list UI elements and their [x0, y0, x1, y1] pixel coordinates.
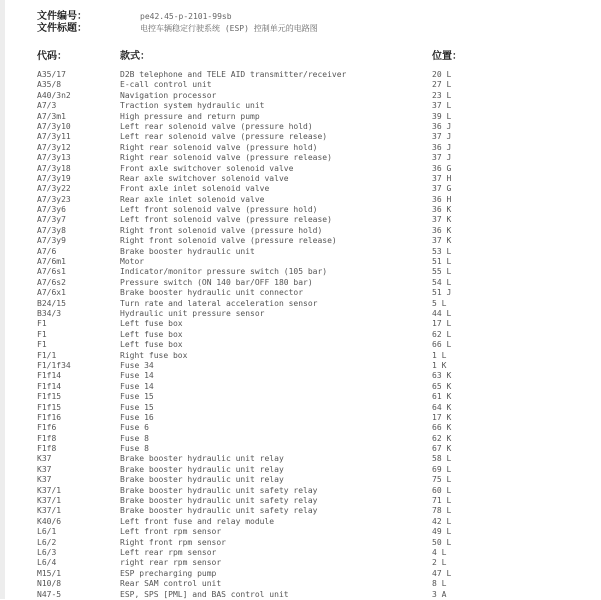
location-cell: 62 L — [432, 329, 452, 339]
table-row — [37, 153, 577, 163]
location-cell: 36 H — [432, 194, 452, 204]
description-cell: Brake booster hydraulic unit relay — [120, 464, 284, 474]
location-cell: 36 G — [432, 163, 452, 173]
column-header-code: 代码： — [37, 51, 67, 62]
table-row — [37, 351, 577, 361]
description-cell: Right front solenoid valve (pressure hold) — [120, 225, 323, 235]
description-cell: Navigation processor — [120, 90, 217, 100]
location-cell: 37 J — [432, 153, 452, 163]
location-cell: 17 L — [432, 319, 452, 329]
location-cell: 63 K — [432, 371, 452, 381]
description-cell: Left fuse box — [120, 340, 183, 350]
table-row — [37, 143, 577, 153]
code-cell: F1f8 — [37, 444, 57, 454]
location-cell: 39 L — [432, 111, 452, 121]
table-row — [37, 506, 577, 516]
description-cell: Pressure switch (ON 140 bar/OFF 180 bar) — [120, 277, 313, 287]
location-cell: 60 L — [432, 485, 452, 495]
code-cell: L6/1 — [37, 527, 57, 537]
table-row — [37, 548, 577, 558]
location-cell: 75 L — [432, 475, 452, 485]
location-cell: 37 G — [432, 184, 452, 194]
table-row — [37, 101, 577, 111]
code-cell: A7/3y22 — [37, 184, 71, 194]
table-row — [37, 257, 577, 267]
table-row — [37, 122, 577, 132]
code-cell: A7/3y9 — [37, 236, 66, 246]
table-row — [37, 330, 577, 340]
description-cell: Fuse 34 — [120, 360, 154, 370]
description-cell: Left front fuse and relay module — [120, 516, 275, 526]
location-cell: 50 L — [432, 537, 452, 547]
description-cell: Right front solenoid valve (pressure release) — [120, 236, 337, 246]
description-cell: Rear axle switchover solenoid valve — [120, 173, 289, 183]
location-cell: 37 H — [432, 173, 452, 183]
code-cell: N10/8 — [37, 579, 62, 589]
table-row — [37, 454, 577, 464]
code-cell: A7/3y23 — [37, 194, 71, 204]
code-cell: F1/1 — [37, 350, 57, 360]
description-cell: Brake booster hydraulic unit relay — [120, 454, 284, 464]
table-row — [37, 215, 577, 225]
code-cell: A7/3y13 — [37, 153, 71, 163]
table-row — [37, 579, 577, 589]
description-cell: High pressure and return pump — [120, 111, 260, 121]
code-cell: A7/3 — [37, 101, 57, 111]
code-cell: L6/3 — [37, 547, 57, 557]
location-cell: 1 K — [432, 360, 447, 370]
code-cell: A40/3n2 — [37, 90, 71, 100]
table-row — [37, 288, 577, 298]
description-cell: Right rear solenoid valve (pressure hold) — [120, 142, 318, 152]
description-cell: Traction system hydraulic unit — [120, 101, 265, 111]
description-cell: Front axle switchover solenoid valve — [120, 163, 294, 173]
description-cell: Fuse 15 — [120, 392, 154, 402]
table-row — [37, 80, 577, 90]
table-row — [37, 486, 577, 496]
location-cell: 44 L — [432, 308, 452, 318]
table-row — [37, 226, 577, 236]
location-cell: 36 K — [432, 205, 452, 215]
location-cell: 66 L — [432, 340, 452, 350]
location-cell: 17 K — [432, 412, 452, 422]
location-cell: 5 L — [432, 298, 447, 308]
table-row — [37, 538, 577, 548]
code-cell: A7/3y7 — [37, 215, 66, 225]
table-row — [37, 361, 577, 371]
description-cell: Turn rate and lateral acceleration sensor — [120, 298, 318, 308]
location-cell: 51 L — [432, 257, 452, 267]
description-cell: D2B telephone and TELE AID transmitter/receiver — [120, 70, 347, 79]
description-cell: Left rear solenoid valve (pressure release) — [120, 132, 328, 142]
table-row — [37, 205, 577, 215]
component-table — [37, 70, 577, 600]
description-cell: Rear axle inlet solenoid valve — [120, 194, 265, 204]
column-header-location: 位置： — [432, 51, 462, 62]
description-cell: Hydraulic unit pressure sensor — [120, 308, 265, 318]
code-cell: K37/1 — [37, 506, 62, 516]
location-cell: 61 K — [432, 392, 452, 402]
table-row — [37, 558, 577, 568]
location-cell: 54 L — [432, 277, 452, 287]
table-row — [37, 403, 577, 413]
location-cell: 65 K — [432, 381, 452, 391]
description-cell: Fuse 6 — [120, 423, 149, 433]
description-cell: Fuse 15 — [120, 402, 154, 412]
location-cell: 49 L — [432, 527, 452, 537]
location-cell: 36 J — [432, 142, 452, 152]
code-cell: A7/6x1 — [37, 288, 66, 298]
code-cell: A7/6m1 — [37, 257, 66, 267]
location-cell: 4 L — [432, 547, 447, 557]
location-cell: 62 K — [432, 433, 452, 443]
location-cell: 1 L — [432, 350, 447, 360]
description-cell: Left front rpm sensor — [120, 527, 222, 537]
description-cell: Fuse 8 — [120, 444, 149, 454]
description-cell: Brake booster hydraulic unit safety relay — [120, 506, 318, 516]
table-row — [37, 444, 577, 454]
document-number-label: 文件编号： — [37, 11, 87, 22]
code-cell: F1f14 — [37, 371, 62, 381]
code-cell: A7/3y11 — [37, 132, 71, 142]
location-cell: 2 L — [432, 558, 447, 568]
table-row — [37, 413, 577, 423]
location-cell: 51 J — [432, 288, 452, 298]
code-cell: F1f8 — [37, 433, 57, 443]
table-row — [37, 70, 577, 80]
description-cell: Right front rpm sensor — [120, 537, 226, 547]
table-row — [37, 496, 577, 506]
description-cell: Right rear solenoid valve (pressure release) — [120, 153, 332, 163]
description-cell: Indicator/monitor pressure switch (105 bar) — [120, 267, 328, 277]
table-row — [37, 236, 577, 246]
location-cell: 23 L — [432, 90, 452, 100]
location-cell: 36 K — [432, 225, 452, 235]
location-cell: 3 A — [432, 589, 447, 599]
description-cell: Left fuse box — [120, 329, 183, 339]
code-cell: F1f15 — [37, 392, 62, 402]
table-row — [37, 112, 577, 122]
table-row — [37, 195, 577, 205]
description-cell: Right fuse box — [120, 350, 188, 360]
code-cell: A7/6 — [37, 246, 57, 256]
location-cell: 37 L — [432, 101, 452, 111]
table-row — [37, 247, 577, 257]
description-cell: Fuse 14 — [120, 371, 154, 381]
table-row — [37, 465, 577, 475]
table-row — [37, 527, 577, 537]
document-title-value: 电控车辆稳定行驶系统 (ESP) 控制单元的电路图 — [140, 24, 318, 33]
location-cell: 37 K — [432, 215, 452, 225]
table-row — [37, 517, 577, 527]
location-cell: 58 L — [432, 454, 452, 464]
description-cell: ESP precharging pump — [120, 568, 217, 578]
code-cell: F1 — [37, 340, 47, 350]
table-row — [37, 91, 577, 101]
table-row — [37, 475, 577, 485]
code-cell: K37 — [37, 464, 52, 474]
description-cell: Fuse 14 — [120, 381, 154, 391]
description-cell: Front axle inlet solenoid valve — [120, 184, 270, 194]
location-cell: 42 L — [432, 516, 452, 526]
description-cell: Brake booster hydraulic unit safety relay — [120, 496, 318, 506]
table-row — [37, 590, 577, 600]
code-cell: K37/1 — [37, 496, 62, 506]
table-row — [37, 132, 577, 142]
description-cell: Brake booster hydraulic unit — [120, 246, 255, 256]
code-cell: A7/3y18 — [37, 163, 71, 173]
description-cell: Left rear rpm sensor — [120, 547, 217, 557]
table-row — [37, 434, 577, 444]
table-row — [37, 184, 577, 194]
code-cell: N47-5 — [37, 589, 62, 599]
code-cell: F1f16 — [37, 412, 62, 422]
description-cell: Fuse 16 — [120, 412, 154, 422]
description-cell: right rear rpm sensor — [120, 558, 222, 568]
code-cell: L6/4 — [37, 558, 57, 568]
location-cell: 55 L — [432, 267, 452, 277]
code-cell: F1f6 — [37, 423, 57, 433]
table-row — [37, 174, 577, 184]
description-cell: ESP, SPS [PML] and BAS control unit — [120, 589, 289, 599]
table-row — [37, 371, 577, 381]
code-cell: M15/1 — [37, 568, 62, 578]
code-cell: A7/3y12 — [37, 142, 71, 152]
code-cell: A7/6s2 — [37, 277, 66, 287]
table-row — [37, 382, 577, 392]
description-cell: Brake booster hydraulic unit safety relay — [120, 485, 318, 495]
code-cell: F1/1f34 — [37, 360, 71, 370]
location-cell: 47 L — [432, 568, 452, 578]
description-cell: Left rear solenoid valve (pressure hold) — [120, 121, 313, 131]
document-title-label: 文件标题： — [37, 23, 87, 34]
location-cell: 37 K — [432, 236, 452, 246]
location-cell: 27 L — [432, 80, 452, 90]
description-cell: Left front solenoid valve (pressure release) — [120, 215, 332, 225]
table-row — [37, 392, 577, 402]
code-cell: F1 — [37, 319, 47, 329]
description-cell: Motor — [120, 257, 145, 267]
description-cell: Left fuse box — [120, 319, 183, 329]
code-cell: A7/3y6 — [37, 205, 66, 215]
table-row — [37, 309, 577, 319]
table-row — [37, 569, 577, 579]
document-number-value: pe42.45-p-2101-99sb — [140, 12, 232, 21]
code-cell: F1f14 — [37, 381, 62, 391]
table-row — [37, 267, 577, 277]
location-cell: 78 L — [432, 506, 452, 516]
location-cell: 66 K — [432, 423, 452, 433]
location-cell: 64 K — [432, 402, 452, 412]
location-cell: 69 L — [432, 464, 452, 474]
table-row — [37, 423, 577, 433]
location-cell: 67 K — [432, 444, 452, 454]
table-row — [37, 340, 577, 350]
code-cell: K40/6 — [37, 516, 62, 526]
code-cell: A7/3y19 — [37, 173, 71, 183]
location-cell: 71 L — [432, 496, 452, 506]
description-cell: Rear SAM control unit — [120, 579, 222, 589]
location-cell: 36 J — [432, 121, 452, 131]
description-cell: Fuse 8 — [120, 433, 149, 443]
page-edge — [0, 0, 5, 599]
code-cell: A7/3y8 — [37, 225, 66, 235]
description-cell: Left front solenoid valve (pressure hold) — [120, 205, 318, 215]
code-cell: K37 — [37, 475, 52, 485]
code-cell: F1 — [37, 329, 47, 339]
location-cell: 37 J — [432, 132, 452, 142]
code-cell: K37 — [37, 454, 52, 464]
code-cell: A7/3y10 — [37, 121, 71, 131]
code-cell: A35/17 — [37, 70, 66, 79]
description-cell: E-call control unit — [120, 80, 212, 90]
description-cell: Brake booster hydraulic unit relay — [120, 475, 284, 485]
table-row — [37, 299, 577, 309]
code-cell: L6/2 — [37, 537, 57, 547]
location-cell: 20 L — [432, 70, 452, 79]
table-row — [37, 278, 577, 288]
code-cell: F1f15 — [37, 402, 62, 412]
column-header-description: 款式： — [120, 51, 150, 62]
code-cell: A7/6s1 — [37, 267, 66, 277]
location-cell: 53 L — [432, 246, 452, 256]
code-cell: B34/3 — [37, 308, 62, 318]
location-cell: 8 L — [432, 579, 447, 589]
table-row — [37, 164, 577, 174]
table-row — [37, 319, 577, 329]
code-cell: A35/8 — [37, 80, 62, 90]
code-cell: B24/15 — [37, 298, 66, 308]
description-cell: Brake booster hydraulic unit connector — [120, 288, 304, 298]
code-cell: A7/3m1 — [37, 111, 66, 121]
code-cell: K37/1 — [37, 485, 62, 495]
